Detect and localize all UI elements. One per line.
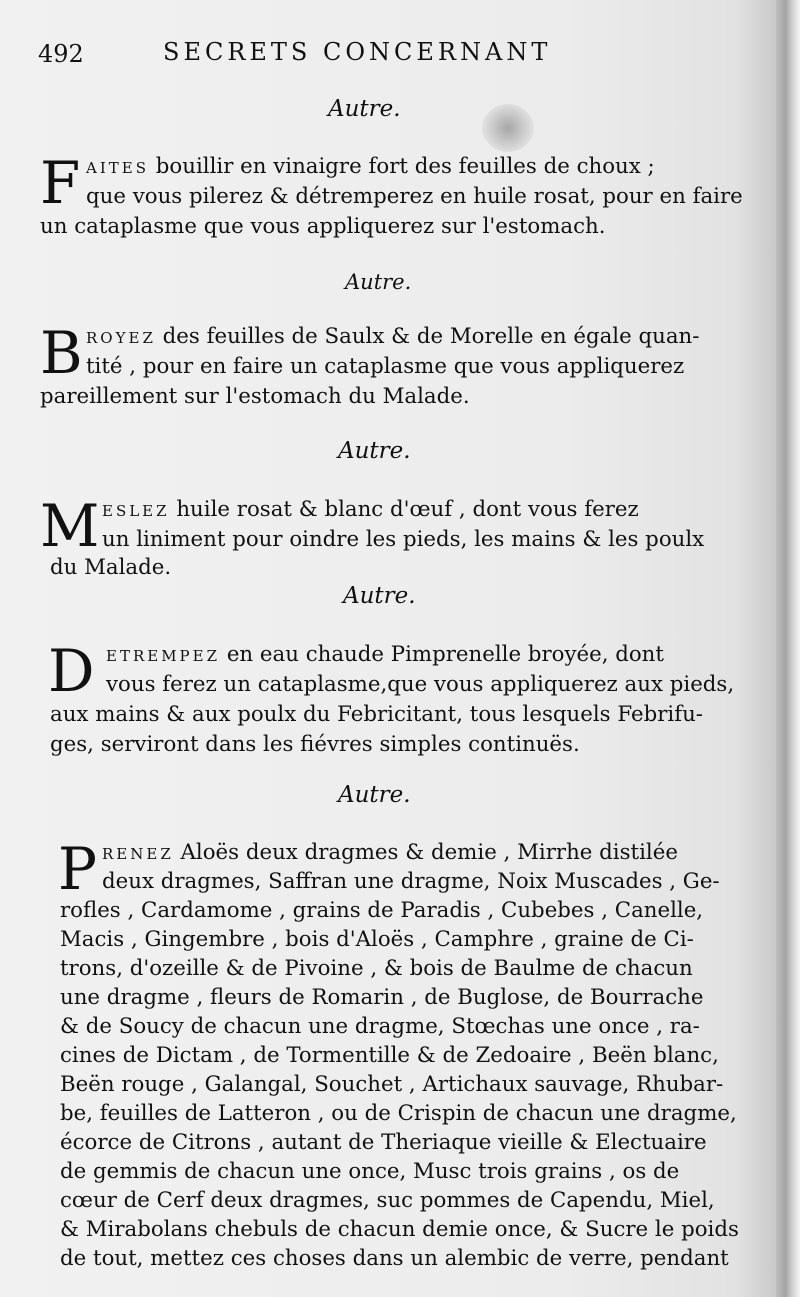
lead-word: RENEZ [102,845,174,863]
lead-word: AITES [86,159,149,177]
text-line: une dragme , fleurs de Romarin , de Buglose, de Bourrache [60,985,704,1010]
text-line: rofles , Cardamome , grains de Paradis , Cubebes , Canelle, [60,898,704,923]
text-line: pareillement sur l'estomach du Malade. [40,384,470,409]
text-line: cines de Dictam , de Tormentille & de Zedoaire , Beën blanc, [60,1043,719,1068]
text-line: & de Soucy de chacun une dragme, Stœchas une once , ra- [60,1014,700,1039]
section-heading: Autre. [328,96,401,122]
text-line: que vous pilerez & détremperez en huile rosat, pour en faire [86,184,743,209]
recipe-paragraph [40,319,712,414]
text-line: & Mirabolans chebuls de chacun demie once, & Sucre le poids [60,1217,739,1242]
drop-cap: M [40,492,100,560]
page-number: 492 [38,40,84,68]
text-line: tité , pour en faire un cataplasme que vous appliquerez [86,354,685,379]
page-edge-shadow [776,0,800,1297]
drop-cap: F [40,149,81,217]
section-heading: Autre. [338,438,411,464]
text-line: deux dragmes, Saffran une dragme, Noix Muscades , Ge- [102,869,720,894]
text-line: ESLEZ huile rosat & blanc d'œuf , dont vous ferez [102,497,639,522]
running-title: SECRETS CONCERNANT [163,38,552,66]
text-line: ROYEZ des feuilles de Saulx & de Morelle en égale quan- [86,324,700,349]
text-line: cœur de Cerf deux dragmes, suc pommes de Capendu, Miel, [60,1188,715,1213]
text-line: ETREMPEZ en eau chaude Pimprenelle broyée, dont [106,642,664,667]
recipe-paragraph [40,637,735,762]
text-line: ges, serviront dans les fiévres simples continuës. [50,732,580,757]
recipe-paragraph [40,492,712,587]
section-heading: Autre. [345,270,412,294]
text-line: de gemmis de chacun une once, Musc trois grains , os de [60,1159,680,1184]
page-header [38,38,598,74]
text-line: trons, d'ozeille & de Pivoine , & bois de Baulme de chacun [60,956,693,981]
text-line: RENEZ Aloës deux dragmes & demie , Mirrhe distilée [102,840,678,865]
section-heading: Autre. [343,583,416,609]
recipe-paragraph [40,149,743,244]
lead-word: ETREMPEZ [106,647,221,665]
text-line: aux mains & aux poulx du Febricitant, tous lesquels Febrifu- [50,702,703,727]
text-line: Beën rouge , Galangal, Souchet , Artichaux sauvage, Rhubar- [60,1072,724,1097]
section-heading: Autre. [338,782,411,808]
lead-word: ESLEZ [102,502,170,520]
text-line: un liniment pour oindre les pieds, les mains & les poulx [102,527,705,552]
drop-cap: B [40,319,83,387]
text-line: AITES bouillir en vinaigre fort des feuilles de choux ; [86,154,655,179]
lead-word: ROYEZ [86,329,156,347]
text-line: vous ferez un cataplasme,que vous appliquerez aux pieds, [106,672,735,697]
text-line: be, feuilles de Latteron , ou de Crispin de chacun une dragme, [60,1101,737,1126]
recipe-paragraph [40,835,739,1271]
text-line: Macis , Gingembre , bois d'Aloës , Camphre , graine de Ci- [60,927,694,952]
text-line: un cataplasme que vous appliquerez sur l'estomach. [40,214,606,239]
drop-cap: P [58,835,98,903]
ink-stain [482,104,534,152]
drop-cap: D [48,637,95,705]
text-line: du Malade. [50,555,172,580]
text-line: écorce de Citrons , autant de Theriaque vieille & Electuaire [60,1130,707,1155]
text-line: de tout, mettez ces choses dans un alembic de verre, pendant [60,1246,729,1271]
